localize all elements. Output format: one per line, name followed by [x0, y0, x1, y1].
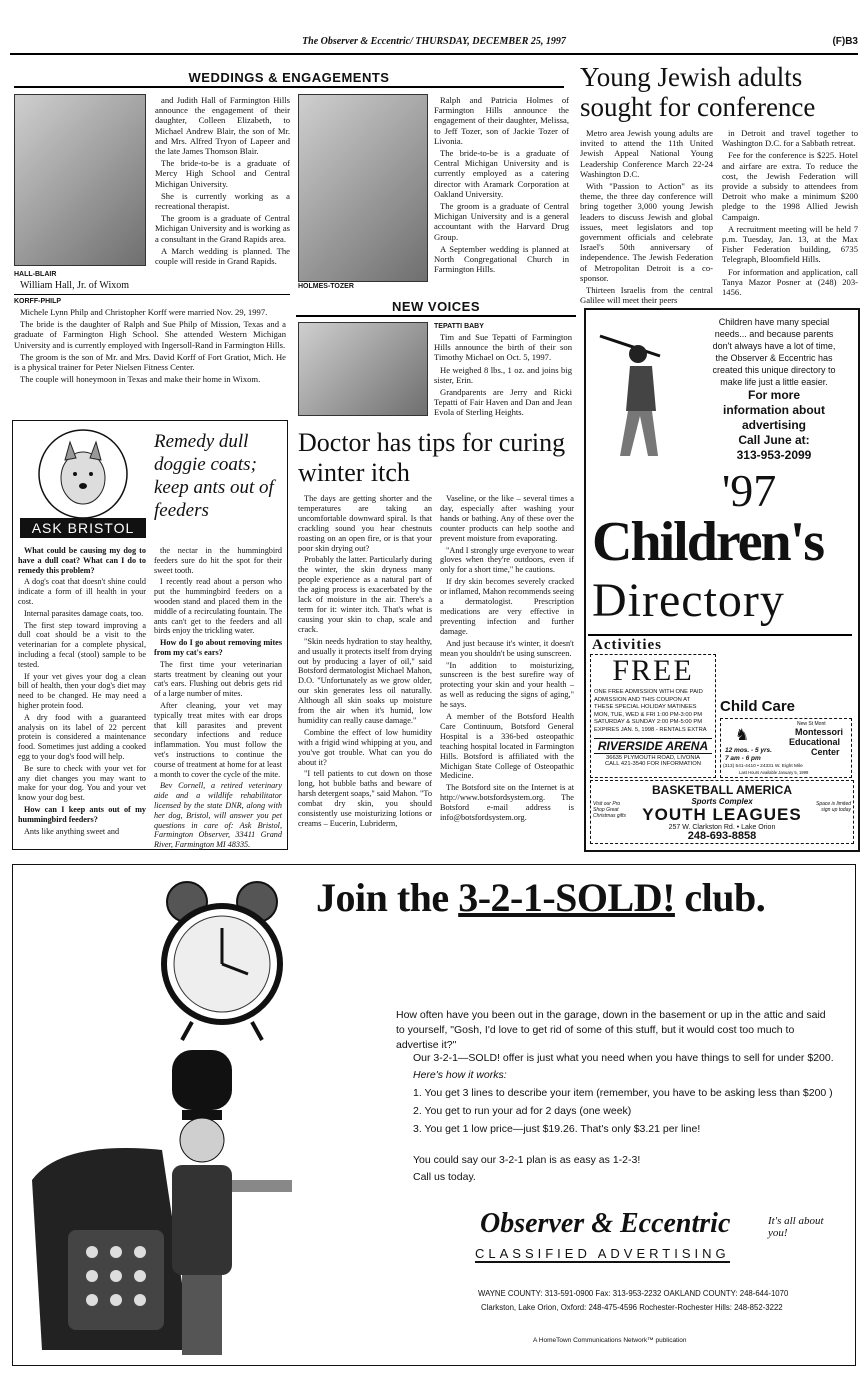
childrens-info-text	[696, 388, 852, 463]
coupon-line: SATURDAY & SUNDAY 2:00 PM-5:00 PM	[594, 719, 703, 726]
title-suffix: club.	[674, 875, 766, 920]
paragraph: The Botsford site on the Internet is at http://www.botsfordsystem.org. The Botsford e-mail address is info@botsfordsystem.org.	[440, 783, 574, 823]
childrens-divider	[588, 634, 852, 636]
weddings-divider	[14, 294, 290, 295]
tepatti-baby-photo	[298, 322, 428, 416]
sold-closing-1: You could say our 3-2-1 plan is as easy as 1-2-3!	[413, 1154, 641, 1166]
sold-contact-1: WAYNE COUNTY: 313-591-0900 Fax: 313-953-2232 OAKLAND COUNTY: 248-644-1070	[478, 1289, 789, 1298]
observer-eccentric-logo: Observer & Eccentric	[480, 1208, 731, 1239]
coupon-line: THESE SPECIAL HOLIDAY MATINEES	[594, 704, 697, 711]
paragraph: The days are getting shorter and the temperatures are taking an uncomfortable downward spiral. Is that crackling sound you hear chestnuts roasting on an open fire, or is that your poor skin drying out?	[298, 494, 432, 553]
baseball-batter-icon	[590, 316, 690, 466]
promo-line: needs... and because parents	[714, 329, 834, 339]
tepatti-article	[434, 332, 572, 420]
author-note: Bev Cornell, a retired veterinary aide and a wildlife rehabilitator licensed by the state DNR, along with her dog, Bristol, will answer you pet questions in care of: Ask Bristol, Farmington Observer, 33411 Grand River, Farmington MI 48335.	[154, 781, 282, 850]
itch-headline: Doctor has tips for curing winter itch	[298, 428, 566, 487]
paragraph: The first step toward improving a dull coat should be a visit to the veterinarian for a complete physical, including a fecal (stool) sample to be tested.	[18, 620, 146, 669]
sold-footer: A HomeTown Communications Network™ publication	[533, 1337, 687, 1344]
montessori-educational: Educational	[789, 737, 841, 747]
info-line: information about	[723, 403, 825, 417]
paragraph: Tim and Sue Tepatti of Farmington Hills announce the birth of their son Timothy Michael on Oct. 5, 1997.	[434, 332, 572, 363]
paragraph: and Judith Hall of Farmington Hills announce the engagement of their daughter, Colleen Elizabeth, to Michael Andrew Blair, the son of Mr. and Mrs. Alfred Tryon of Lapeer and the late James Thomson Blair.	[155, 95, 290, 157]
jewish-headline: Young Jewish adults sought for conference	[580, 62, 816, 122]
sold-closing-2: Call us today.	[413, 1171, 476, 1183]
masthead-rule	[10, 53, 858, 55]
montessori-hours: 7 am - 6 pm	[725, 755, 761, 762]
logo-script: It's all about you!	[768, 1215, 824, 1239]
paragraph: The couple will honeymoon in Texas and make their home in Wixom.	[20, 374, 261, 385]
activities-label: Activities	[592, 637, 662, 653]
promo-line: the Observer & Eccentric has	[715, 353, 833, 363]
coupon-line: MON, TUE, WED & FRI 1:00 PM-3:00 PM	[594, 711, 703, 718]
paragraph: Grandparents are Jerry and Ricki Tepatti of Fair Haven and Dan and Jean Evola of Sterling Heights.	[434, 387, 572, 418]
paragraph: A dog's coat that doesn't shine could indicate a form of ill health in your cost.	[18, 577, 146, 606]
paragraph: The bride-to-be is a graduate of Central Michigan University and is currently employed as a catering director with Aramark Corporation at Oakland University.	[434, 148, 569, 199]
question: How do I go about removing mites from my cat's ears?	[154, 638, 282, 657]
telephone-icon	[22, 1030, 322, 1360]
paragraph: After cleaning, your vet may typically treat mites with ear drops that kill parasites and prevent secondary infections and reduce inflammation. You must follow the vet's instructions to continue the course of treatment at home for at least a month to cover the cycle of the mite.	[154, 700, 282, 779]
arena-phone: CALL 421-3540 FOR INFORMATION	[605, 760, 701, 767]
korff-philp-article	[14, 307, 286, 386]
childrens-title-line2: Directory	[592, 574, 785, 627]
montessori-center: Center	[811, 747, 840, 757]
sold-step-3: 3. You get 1 low price—just $19.26. That's only $3.21 per line!	[413, 1123, 701, 1135]
paragraph: The bride is the daughter of Ralph and Sue Philp of Mission, Texas and a graduate of Farmington High School. She attended Western Michigan University and is currently employed with Ingersoll-Rand in Farmington Hills.	[14, 319, 286, 350]
arena-name: RIVERSIDE ARENA	[594, 738, 712, 754]
paragraph: in Detroit and travel together to Washington D.C. for a Sabbath retreat.	[722, 128, 858, 149]
hall-blair-article	[155, 95, 290, 268]
weddings-rule	[14, 86, 564, 88]
childrens-year: '97	[722, 465, 777, 516]
classified-advertising-label: CLASSIFIED ADVERTISING	[475, 1246, 730, 1261]
coupon-lines	[591, 687, 715, 737]
riverside-coupon[interactable]	[590, 654, 716, 778]
coupon-line: ADMISSION AND THIS COUPON AT	[594, 696, 691, 703]
info-phone: 313-953-2099	[736, 448, 812, 462]
tepatti-caption-label: TEPATTI BABY	[434, 323, 484, 330]
paragraph: A recruitment meeting will be held 7 p.m. Tuesday, Jan. 13, at the Max Fisher Federation building, 6735 Telegraph, Bloomfield Hills.	[722, 223, 858, 265]
paragraph: With "Passion to Action" as its theme, the three day conference will bring together 3,000 young Jewish leaders to discuss Jewish and global issues, meet legislators and top government officials and celebrate Israel's 50th anniversary of independence. The Jewish Federation of Metropolitan Detroit is a co-sponsor.	[580, 181, 713, 283]
paragraph: The groom is a graduate of Central Michigan University and is a general accountant with the Harvard Drug Group.	[434, 201, 569, 242]
bb-phone: 248-693-8858	[687, 830, 757, 842]
paragraph: I recently read about a person who put the hummingbird feeders on a wooden stand and placed them in the middle of a recirculating fountain. The ants can't get to the feeders and all birds enjoy the trickling water.	[154, 577, 282, 636]
promo-line: created this unique directory to	[712, 365, 836, 375]
promo-line: Children have many special	[718, 317, 830, 327]
phone-and-figure-illustration	[22, 1030, 322, 1360]
paragraph: Ants like anything sweet and	[24, 826, 120, 836]
paragraph: Combine the effect of low humidity with a frigid wind whipping at you, and you've got trouble. What can you do about it?	[298, 727, 432, 767]
sold-contact-2: Clarkston, Lake Orion, Oxford: 248-475-4596 Rochester-Rochester Hills: 248-852-3222	[481, 1303, 783, 1312]
paragraph: A March wedding is planned. The couple will reside in Grand Rapids.	[155, 245, 290, 267]
ask-bristol-col1	[18, 546, 146, 838]
paragraph: Thirteen Israelis from the central Galilee will meet their peers	[580, 285, 713, 306]
childcare-label: Child Care	[720, 698, 796, 715]
paragraph: A dry food with a guaranteed analysis on its label of 22 percent protein is considered a maintenance food. Sometimes just adding a cooked egg to your dog's food will help.	[18, 712, 146, 761]
holmes-tozer-caption-label: HOLMES-TOZER	[298, 283, 354, 290]
paragraph: A September wedding is planned at North Congregational Church in Farmington Hills.	[434, 243, 569, 275]
paragraph: The bride-to-be is a graduate of Mercy High School and Central Michigan University.	[155, 158, 290, 189]
paragraph: Internal parasites damage coats, too.	[24, 608, 144, 618]
paragraph: And just because it's winter, it doesn't mean you shouldn't be using sunscreen.	[440, 638, 574, 658]
paragraph: If your vet gives your dog a clean bill of health, then your dog's diet may need to be changed. He may need a higher protein food.	[18, 671, 146, 710]
ask-bristol-col2	[154, 546, 282, 852]
itch-col2	[440, 494, 574, 825]
jewish-col2	[722, 128, 858, 299]
info-line: For more	[747, 388, 800, 402]
itch-col1	[298, 494, 432, 831]
paragraph: Fee for the conference is $225. Hotel and airfare are extra. To reduce the cost, the Jewish Federation will provide a subsidy to attendees from Detroit who make a minimum $200 pledge to the 1998 Allied Jewish Campaign.	[722, 150, 858, 222]
coupon-line: EXPIRES JAN. 5, 1998 - RENTALS EXTRA	[594, 726, 707, 733]
montessori-phone: (313) 541-4410 • 24331 W. Eight Mile	[723, 764, 803, 769]
baseball-player-illustration	[590, 316, 690, 466]
promo-line: make life just a little easier.	[720, 377, 828, 387]
paragraph: Metro area Jewish young adults are invited to attend the 11th United Jewish Appeal National Young Leadership Conference March 22-24 Washington D.C.	[580, 128, 713, 179]
ask-bristol-headline: Remedy dull doggie coats; keep ants out of feeders	[154, 431, 274, 521]
info-line: advertising	[741, 418, 807, 432]
paragraph: Be sure to check with your vet for any diet changes you may want to make for your dog. You and your vet know your dog best.	[18, 763, 146, 803]
paragraph: Michele Lynn Philp and Christopher Korff were married Nov. 29, 1997.	[20, 307, 268, 317]
bb-left-note: Visit our Pro Shop Great Christmas gifts	[593, 801, 627, 819]
paragraph: He weighed 8 lbs., 1 oz. and joins big sister, Erin.	[434, 364, 572, 385]
montessori-ad[interactable]	[720, 718, 852, 778]
weddings-section-title: WEDDINGS & ENGAGEMENTS	[188, 70, 390, 85]
holmes-tozer-article	[434, 95, 569, 276]
childrens-title-line1: Children's	[592, 511, 824, 573]
paragraph: The first time your veterinarian starts treatment by cleaning out your cat's ears. Flushing out debris gets rid of a large number of mites.	[154, 659, 282, 699]
hall-blair-caption-name: William Hall, Jr. of Wixom	[20, 280, 129, 291]
paragraph: The groom is the son of Mr. and Mrs. David Korff of Fort Gratiot, Mich. He is a physical trainer for Peter Nielsen Fitness Center.	[14, 351, 286, 373]
page-number: (F)B3	[832, 36, 858, 47]
paragraph: If dry skin becomes severely cracked or inflamed, Mahon recommends seeing a dermatologist. Prescription medications are very effective in preventing infection and further damage.	[440, 577, 574, 636]
masthead-title: The Observer & Eccentric/ THURSDAY, DECEMBER 25, 1997	[302, 36, 566, 47]
montessori-name: Montessori	[795, 727, 844, 737]
alarm-clock-illustration	[152, 874, 292, 1044]
paragraph: Probably the latter. Particularly during the winter, the skin dryness many people experience as a natural part of the aging process is exacerbated by the lack of moisture in the air. There's a term for it: winter itch. That's what is causing your skin to chap, scale and crack.	[298, 555, 432, 634]
bb-subtitle: Sports Complex	[691, 797, 753, 806]
alarm-clock-icon	[152, 874, 292, 1044]
montessori-small: New St Mont	[797, 721, 826, 727]
korff-philp-caption-label: KORFF-PHILP	[14, 298, 62, 305]
hall-blair-caption-label: HALL-BLAIR	[14, 271, 57, 278]
sold-intro: How often have you been out in the garage, down in the basement or up in the attic and said to yourself, "Gosh, I'd love to get rid of some of this stuff, but it would cost too much to advertise it?"	[396, 1009, 826, 1051]
montessori-ages: 12 mos. - 5 yrs.	[725, 747, 772, 754]
sold-offer: Our 3-2-1—SOLD! offer is just what you need when you have things to sell for under $200.	[413, 1052, 834, 1064]
ask-bristol-logo	[20, 426, 146, 538]
paragraph: For information and application, call Tanya Mazor Posner at (248) 203-1456.	[722, 266, 858, 298]
paragraph: "And I strongly urge everyone to wear gloves when they're outdoors, even if only for a short time," he cautions.	[440, 545, 574, 575]
title-prefix: Join the	[316, 875, 459, 920]
info-line: Call June at:	[738, 433, 810, 447]
arena-address: 36635 PLYMOUTH ROAD, LIVONIA	[606, 754, 700, 761]
bb-title: BASKETBALL AMERICA	[652, 783, 792, 797]
new-voices-rule	[296, 315, 576, 317]
paragraph: Ralph and Patricia Holmes of Farmington Hills announce the engagement of their daughter, Melissa, to Jeff Tozer, son of Jackie Tozer of Livonia.	[434, 95, 569, 146]
holmes-tozer-photo	[298, 94, 428, 282]
montessori-logo-icon: ♞	[734, 727, 750, 744]
sold-step-1: 1. You get 3 lines to describe your item (remember, you have to be asking less than $200 )	[413, 1087, 833, 1099]
paragraph: "Skin needs hydration to stay healthy, and usually it protects itself from drying out by producing a layer of oil," said Botsford dermatologist Michael Mahon, D.O. "Unfortunately as we grow older, our skin generates less oil naturally. Although all skin soaks up moisture from the air when it's humid, low humidity can really cause damage."	[298, 636, 432, 725]
bb-right-note: Space is limited sign up today	[815, 801, 851, 813]
paragraph: The groom is a graduate of Central Michigan University and is working as a consultant in the Grand Rapids area.	[155, 213, 290, 244]
paragraph: She is currently working as a recreational therapist.	[155, 190, 290, 212]
sold-how-label: Here's how it works:	[413, 1069, 507, 1081]
childrens-promo-text	[696, 316, 852, 388]
question: How can I keep ants out of my hummingbird feeders?	[18, 804, 146, 824]
sold-step-2: 2. You get to run your ad for 2 days (one week)	[413, 1105, 632, 1117]
promo-line: don't always have a lot of time,	[712, 341, 836, 351]
paragraph: Vaseline, or the like – several times a day, especially after washing your hands or bathing. Any of these over the counter products can help soothe and prevent moisture from evaporating.	[440, 494, 574, 543]
free-label: FREE	[612, 654, 694, 687]
paragraph: A member of the Botsford Health Care Continuum, Botsford General Hospital is a 336-bed osteopathic teaching hospital located in Farmington Hills. Botsford is affiliated with the Michigan State College of Osteopathic Medicine.	[440, 712, 574, 781]
sold-club-title	[316, 874, 846, 921]
ask-bristol-logo-text: ASK BRISTOL	[20, 518, 146, 538]
hall-blair-photo	[14, 94, 146, 266]
paragraph: the nectar in the hummingbird feeders sure do hit the spot for their sweet tooth.	[154, 546, 282, 575]
title-emphasis: 3-2-1-SOLD!	[458, 875, 675, 920]
paragraph: "In addition to moisturizing, sunscreen is the best surefire way of protecting your skin and your health – as well as reducing the signs of aging," he says.	[440, 660, 574, 710]
bb-leagues: YOUTH LEAGUES	[642, 805, 802, 824]
basketball-america-ad[interactable]	[590, 780, 854, 844]
bb-address: 257 W. Clarkston Rd. • Lake Orion	[668, 824, 776, 831]
jewish-col1	[580, 128, 713, 307]
coupon-line: ONE FREE ADMISSION WITH ONE PAID	[594, 689, 703, 695]
masthead-bar	[10, 36, 858, 50]
question: What could be causing my dog to have a dull coat? What can I do to remedy this problem?	[18, 546, 146, 575]
new-voices-section-title: NEW VOICES	[391, 299, 481, 314]
montessori-availability: Last Hours Available January 5, 1998	[739, 770, 809, 775]
paragraph: "I tell patients to cut down on those long, hot bubble baths and beware of harsh detergent soaps," said Mahon. "To combat dry skin, you should consistently use moisturizing lotions or creams – Eucerin, Lubriderm,	[298, 769, 432, 828]
